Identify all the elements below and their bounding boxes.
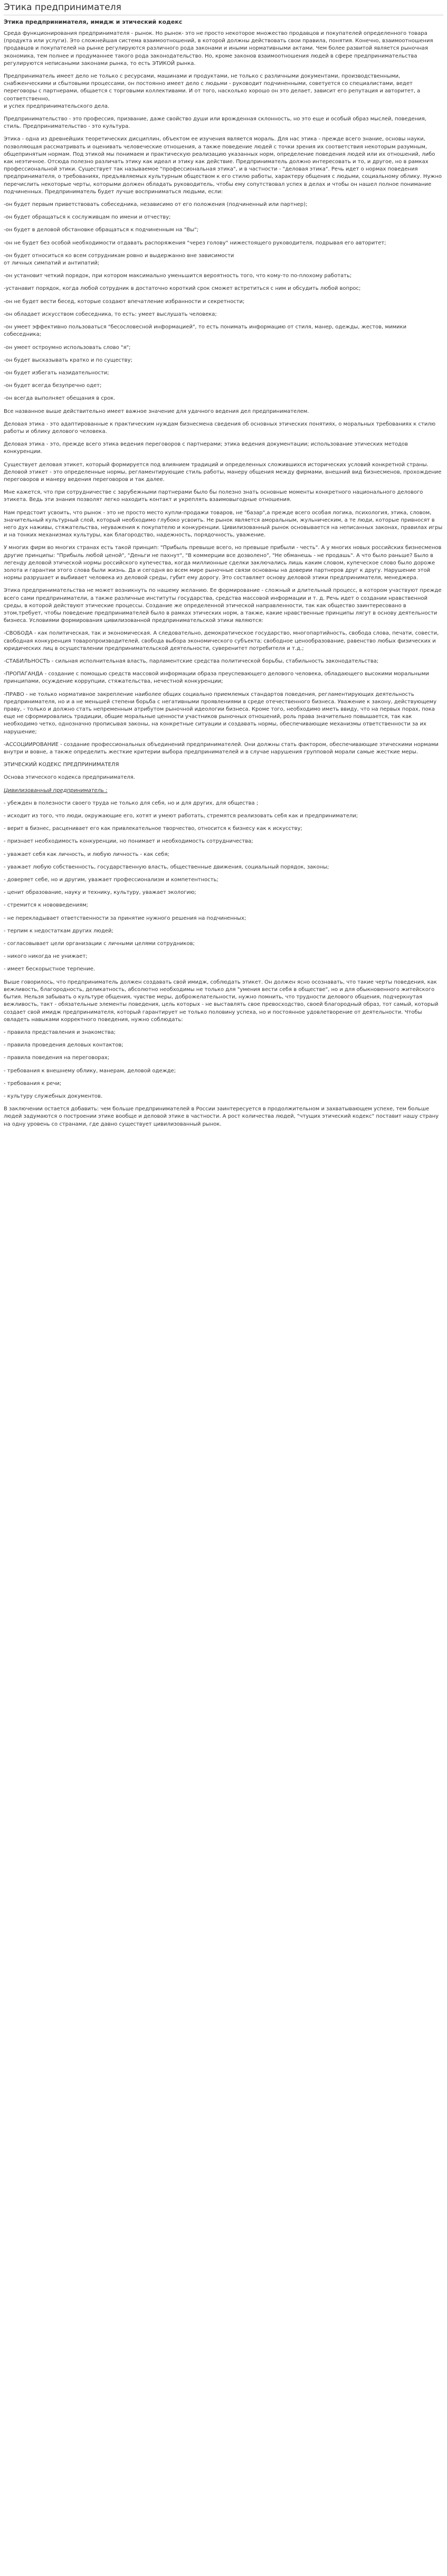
- article-paragraph: - стремится к нововведениям;: [4, 902, 89, 909]
- page-title: Этика предпринимателя: [4, 2, 443, 15]
- article-paragraph: Предпринимательство - это профессия, призвание, даже свойство души или врожденная склонность, но это еще и особый образ мыслей, поведения, стиль. Предпринимательство - это культура.: [4, 116, 426, 130]
- article-paragraph: - требования к внешнему облику, манерам, деловой одежде;: [4, 1068, 176, 1074]
- article-body: [4, 30, 443, 1128]
- article-paragraph: Нам предстоит усвоить, что рынок - это не просто место купли-продажи товаров, не "базар",а прежде всего особая логика, психология, этика, словом, значительный культурный слой, который необходимо глубоко усвоить. Не рынок является аморальным, жульническим, а те люди, которые привносят в него дух наживы, стяжательства, неуважения к покупателю и конкуренции. Цивилизованный рынок основывается на неписанных законах, правилах игры и на тонких механизмах культуры, как благородство, надежность, порядочность, уважение.: [4, 509, 443, 539]
- article-paragraph: - терпим к недостаткам других людей;: [4, 928, 113, 934]
- article-paragraph: -он будет в деловой обстановке обращаться к подчиненным на "Вы";: [4, 227, 199, 233]
- article-paragraph: - культуру служебных документов.: [4, 1093, 103, 1099]
- article-paragraph: -он будет обращаться к сослуживцам по имени и отчеству;: [4, 214, 171, 221]
- article-paragraph: -он не будет вести бесед, которые создают впечатление избранности и секретности;: [4, 298, 245, 305]
- article-paragraph: - убежден в полезности своего труда не только для себя, но и для других, для общества ;: [4, 800, 259, 806]
- article-paragraph: - признает необходимость конкуренции, но понимает и необходимость сотрудничества;: [4, 838, 253, 845]
- article-paragraph: - правила представления и знакомства;: [4, 1029, 116, 1035]
- article-paragraph: -он умеет эффективно пользоваться "бесословесной информацией", то есть понимать информацию от стиля, манер, одежды, жестов, мимики собеседника;: [4, 324, 407, 338]
- article-paragraph: -он будет относиться ко всем сотрудникам ровно и выдержанно вне зависимости от личных симпатий и антипатий;: [4, 252, 234, 267]
- article-paragraph: Предприниматель имеет дело не только с ресурсами, машинами и продуктами, не только с различными документами, производственными, снабженческими и сбытовыми процессами, он постоянно имеет дело с людьми - руководит подчиненными, советуется со специалистами, ведет переговоры с партнерами, общается с торговыми коллективами. И от того, насколько хорошо он это делает, зависит его репутация и авторитет, а соответственно, и успех предпринимательского дела.: [4, 73, 421, 109]
- article-paragraph: -он будет избегать назидательности;: [4, 370, 109, 376]
- article-paragraph: - имеет бескорыстное терпение.: [4, 966, 96, 973]
- article-paragraph: - уважает любую собственность, государственную власть, общественные движения, социальный порядок, законы;: [4, 864, 329, 870]
- article-paragraph: -СТАБИЛЬНОСТЬ - сильная исполнительная власть, парламентские средства политической борьбы, стабильность законодательства;: [4, 658, 379, 664]
- article-paragraph: -СВОБОДА - как политическая, так и экономическая. А следовательно, демократическое государство, многопартийность, свобода слова, печати, совести, свободная конкуренция товаропроизводителей, свобода выбора экономического субъекта; свободное ценообразование, равенство любых физических и юридических лиц в осуществлении предпринимательской деятельности, суверенитет потребителя и т.д.;: [4, 630, 439, 652]
- article-paragraph: Основа этического кодекса предпринимателя.: [4, 775, 135, 781]
- article-paragraph: -он умеет остроумно использовать слово "я";: [4, 344, 131, 351]
- article-paragraph: - уважает себя как личность, и любую личность - как себя;: [4, 851, 169, 857]
- article-paragraph: - правила поведения на переговорах;: [4, 1055, 110, 1061]
- article-paragraph: Мне кажется, что при сотрудничестве с зарубежными партнерами было бы полезно знать основные моменты конкретного национального делового этикета. Ведь эти знания позволят легко находить контакт и укреплять взаимовыгодные отношения.: [4, 489, 423, 503]
- article-paragraph: Выше говорилось, что предприниматель должен создавать свой имидж, соблюдать этикет. Он должен ясно осознавать, что такие черты поведения, как вежливость, благородность, деликатность, абсолютно необходимы не только для "умения вести себя в обществе", но и для обыкновенного житейского бытия. Нельзя забывать о культуре общения, чувстве меры, доброжелательности, нужно помнить, что трудности делового общения, подчеркнутая вежливость, такт - обязательные элементы поведения, цель которых - не выставлять свое превосходство, своей благородный образ, тот самый, который создает свой имидж предпринимателя, который гарантирует не только половину успеха, но и постоянное удовлетворение от деятельности. Чтобы овладеть навыками корректного поведения, нужно соблюдать:: [4, 979, 439, 1023]
- article-paragraph: Этика предпринимательства не может возникнуть по нашему желанию. Ее формирование - сложный и длительный процесс, в котором участвуют прежде всего сами предприниматели, а также различные институты государства, средства массовой информации и т. д. Речь идет о создании нравственной среды, в которой действуют этические процессы. Создание же определенной этической направленности, так как общество заинтересовано в этом,требует, чтобы поведение предпринимателей было в рамках этических норм, а также, какие нравственные принципы лягут в основу деятельности бизнеса. Условиями формирования цивилизованной предпринимательской этики являются:: [4, 588, 442, 624]
- article-paragraph: - верит в бизнес, расценивает его как привлекательное творчество, относится к бизнесу как к искусству;: [4, 826, 302, 832]
- article-paragraph: -он будет высказывать кратко и по существу;: [4, 357, 132, 363]
- article-paragraph: -он будет всегда безупречно одет;: [4, 383, 102, 389]
- article-paragraph: - никого никогда не унижает;: [4, 954, 88, 960]
- article-subtitle: Этика предпринимателя, имидж и этический кодекс: [4, 18, 183, 25]
- article-paragraph: Цивилизованный предприниматель :: [4, 787, 108, 794]
- page: [0, 0, 447, 1128]
- article-paragraph: -устанавит порядок, когда любой сотрудник в достаточно короткий срок сможет встретиться с ним и обсудить любой вопрос;: [4, 286, 361, 292]
- article-paragraph: -он всегда выполняет обещания в срок.: [4, 395, 116, 402]
- article-paragraph: - исходит из того, что люди, окружающие его, хотят и умеют работать, стремятся реализовать себя как и предприниматели;: [4, 813, 358, 819]
- article-paragraph: - доверяет себе, но и другим, уважает профессионализм и компетентность;: [4, 877, 218, 883]
- article-paragraph: -он будет первым приветствовать собеседника, независимо от его положения (подчиненный или партнер);: [4, 202, 308, 208]
- article-paragraph: ЭТИЧЕСКИЙ КОДЕКС ПРЕДПРИНИМАТЕЛЯ: [4, 762, 119, 768]
- article-paragraph: Среда функционирования предпринимателя - рынок. Но рынок- это не просто некоторое множество продавцов и покупателей определенного товара (продукта или услуги). Это сложнейшая система взаимоотношений, в которой должны действовать свои правила, понятия. Конечно, взаимоотношения продавцов и покупателей на рынке регулируются различного рода законами и иными нормативными актами. Чем более развитой является рыночная экономика, тем полнее и продуманнее такого рода законодательство. Но, кроме законов взаимоотношения людей в сфере предпринимательства регулируются неписаными законами рынка, то есть ЭТИКОЙ рынка.: [4, 31, 433, 67]
- article-paragraph: - не перекладывает ответственности за принятие нужного решения на подчиненных;: [4, 915, 246, 921]
- article-paragraph: - согласовывает цели организации с личными целями сотрудников;: [4, 941, 195, 947]
- article-paragraph: - правила проведения деловых контактов;: [4, 1042, 123, 1049]
- article-paragraph: В заключении остается добавить: чем больше предпринимателей в России заинтересуется в продолжительном и захватывающем успехе, тем больше людей задумаются о построении этике вообще и деловой этике в частности. А рост количества людей, "чтущих этический кодекс" поставит нашу страну на одну уровень со странами, где давно существует цивилизованный рынок.: [4, 1106, 439, 1127]
- article-paragraph: Деловая этика - это адаптированные к практическим нуждам бизнесмена сведения об основных этических понятиях, о моральных требованиях к стилю работы и облику делового человека.: [4, 421, 436, 435]
- article-paragraph: Все названное выше действительно имеет важное значение для удачного ведения дел предпринимателем.: [4, 408, 309, 414]
- article-paragraph: - ценит образование, науку и технику, культуру, уважает экологию;: [4, 890, 196, 896]
- article-paragraph: Существует деловая этикет, который формируется под влиянием традиций и определенных сложившихся исторических условий конкретной страны. Деловой этикет - это определенные нормы, регламентирующие стиль работы, манеру общения между фирмами, внешний вид бизнесменов, прохождение переговоров и манеру ведения переговоров и так далее.: [4, 461, 442, 483]
- article-paragraph: -ПРАВО - не только нормативное закрепление наиболее общих социально приемлемых стандартов поведения, регламентирующих деятельность предпринимателя, но и а не меньшей степени борьба с негативными проявлениями в среде отечественного бизнеса. Уважение к закону, действующему праву, - только и должно стать непременным атрибутом рыночной идеологии бизнеса. Кроме того, необходимо иметь ввиду, что на первых порах, пока еще не сформировались традиции, общие моральные ценности участников рыночных отношений, роль права значительно повышается, так как необходимо четко, однозначно прописывая законы, на конкретные ситуации и создавать нормы, обеспечивающие механизмы ответственности за их нарушение;: [4, 691, 436, 735]
- article-paragraph: -он установит четкий порядок, при котором максимально уменьшится вероятность того, что кому-то по-плохому работать;: [4, 273, 352, 279]
- article-paragraph: У многих фирм во многих странах есть такой принцип: "Прибыль превыше всего, но превыше прибыли - честь". А у многих новых российских бизнесменов другие принципы: "Прибыль любой ценой", "Деньги не пахнут", "В коммерции все дозволено", "Не обманешь - не продашь". А что было раньше? Было в легенду деловой этической нормы российского купечества, когда миллионные сделки заключались лишь каким словом, купеческое слово было дороже золота и гарантии этого слова были жизнь. Да и сегодня во всем мире рыночные связи основаны на доверии партнеров друг к другу. Нарушение этой нормы разрушает и выбивает человека из деловой среды, губит ему дорогу. Это составляет основу деловой этики предпринимателя, менеджера.: [4, 545, 442, 581]
- article-paragraph: - требования к речи;: [4, 1080, 62, 1087]
- article-paragraph: Деловая этика - это, прежде всего этика ведения переговоров с партнерами; этика ведения документации; использование этических методов конкуренции.: [4, 441, 408, 455]
- article-paragraph: -он обладает искусством собеседника, то есть: умеет выслушать человека;: [4, 311, 217, 317]
- article-paragraph: -он не будет без особой необходимости отдавать распоряжения "через голову" нижестоящего руководителя, подрывая его авторитет;: [4, 240, 386, 246]
- article-paragraph: -АССОЦИИРОВАНИЕ - создание профессиональных объединений предпринимателей. Они должны стать фактором, обеспечивающие этическими нормами внутри и вовне, а также определить жесткие критерии выбора предпринимателей и в случае нарушения групповой морали самые жесткие меры.: [4, 741, 439, 756]
- article-paragraph: -ПРОПАГАНДА - создание с помощью средств массовой информации образа преуспевающего делового человека, обладающего высокими моральными принципами, осуждение коррупции, стяжательства, нечестной конкуренции;: [4, 671, 430, 685]
- article-paragraph: Этика - одна из древнейших теоретических дисциплин, объектом ее изучения является мораль. Для нас этика - прежде всего знание, основы науки, позволяющая рассматривать и оценивать человеческие отношения, а также поведение людей с точки зрения их соответствия некоторым разумным, общепринятым нормам. Под этикой мы понимаем и практическую реализацию указанных норм, определение поведения людей или их отношений, либо как неэтичное. Отсюда полезно различать этику как идеал и этику как действие. Предприниматель должно интересовать и то, и другое, но в рамках профессиональной этики. Существует так называемое "профессиональная этика", и в частности - "деловая этика". Речь идет о нормах поведения предпринимателя, о требованиях, предъявляемых культурным обществом к его стилю работы, характеру общения с людьми, социальному облику. Нужно перечислить некоторые черты, которыми должен обладать руководитель, чтобы ему сопутствовал успех в делах и чтобы он нашел полное понимание подчиненных. Предприниматель будет лучше восприниматься людьми, если:: [4, 136, 442, 195]
